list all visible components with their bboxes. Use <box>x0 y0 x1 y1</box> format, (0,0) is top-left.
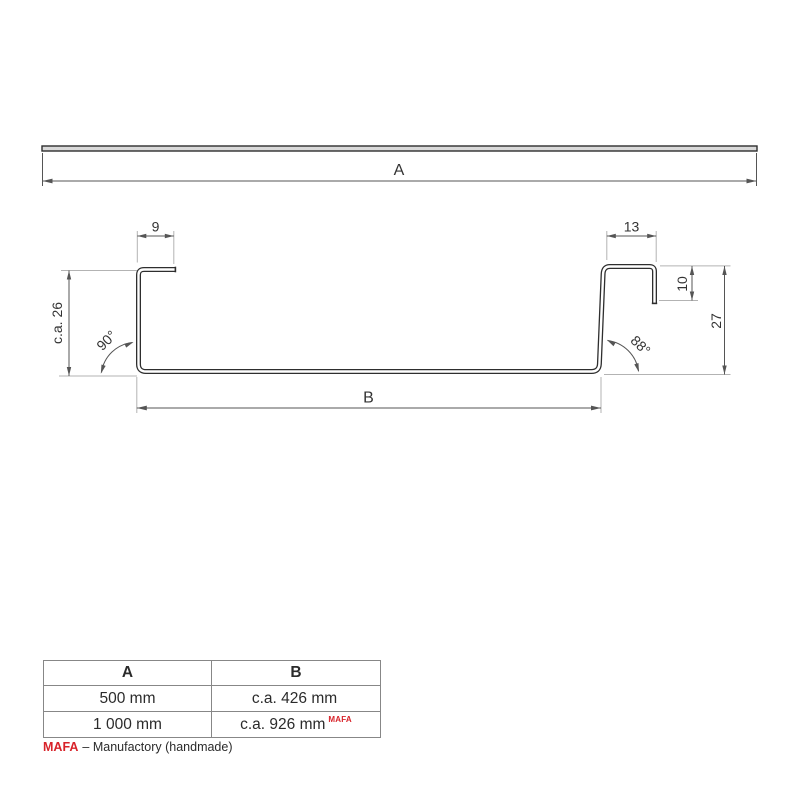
flat-sheet-bar <box>42 146 757 151</box>
dimension-a <box>43 153 757 186</box>
dimension-b-label: B <box>363 389 374 407</box>
dimension-right-hook-label: 10 <box>674 276 690 292</box>
table-row <box>44 686 381 712</box>
dimension-right-lip-label: 13 <box>623 218 640 235</box>
profile-outline <box>139 267 655 372</box>
angle-right-88 <box>606 332 654 373</box>
flat-sheet-view <box>42 146 757 186</box>
dimension-a-label: A <box>393 162 405 179</box>
cell-a-500-value: 500 mm <box>99 689 156 707</box>
dimension-right-hook <box>659 266 731 301</box>
cell-b-926 <box>212 712 381 738</box>
footnote <box>43 740 233 755</box>
dimension-right-lip <box>607 219 656 263</box>
footnote-text: – Manufactory (handmade) <box>82 740 233 754</box>
table-row <box>44 712 381 738</box>
angle-left-90 <box>93 327 134 374</box>
profile-outline-inner <box>139 267 655 372</box>
table-header-a: A <box>44 661 212 686</box>
cell-b-926-sup: MAFA <box>328 715 352 724</box>
dimension-left-height-label: c.a. 26 <box>49 301 65 345</box>
dimension-right-height-label: 27 <box>708 313 724 329</box>
cell-b-926-value: c.a. 926 mm <box>240 716 326 733</box>
dimension-left-lip <box>137 219 174 265</box>
cell-b-426-value: c.a. 426 mm <box>251 690 338 707</box>
cell-a-500 <box>44 686 212 712</box>
dimension-right-height <box>604 266 731 375</box>
cell-a-1000 <box>44 712 212 738</box>
footnote-term: MAFA <box>43 740 79 754</box>
profile-cross-section <box>139 267 658 372</box>
dimension-left-height <box>49 271 137 377</box>
angle-left-label: 90° <box>93 327 120 354</box>
cell-a-1000-value: 1 000 mm <box>93 715 162 733</box>
dimension-left-lip-label: 9 <box>151 218 160 235</box>
angle-right-label: 88° <box>627 332 654 359</box>
cell-b-426 <box>212 686 381 712</box>
size-table <box>43 660 381 738</box>
dimension-b <box>137 377 601 413</box>
table-header-b: B <box>212 661 381 686</box>
table-header-row <box>44 661 381 686</box>
